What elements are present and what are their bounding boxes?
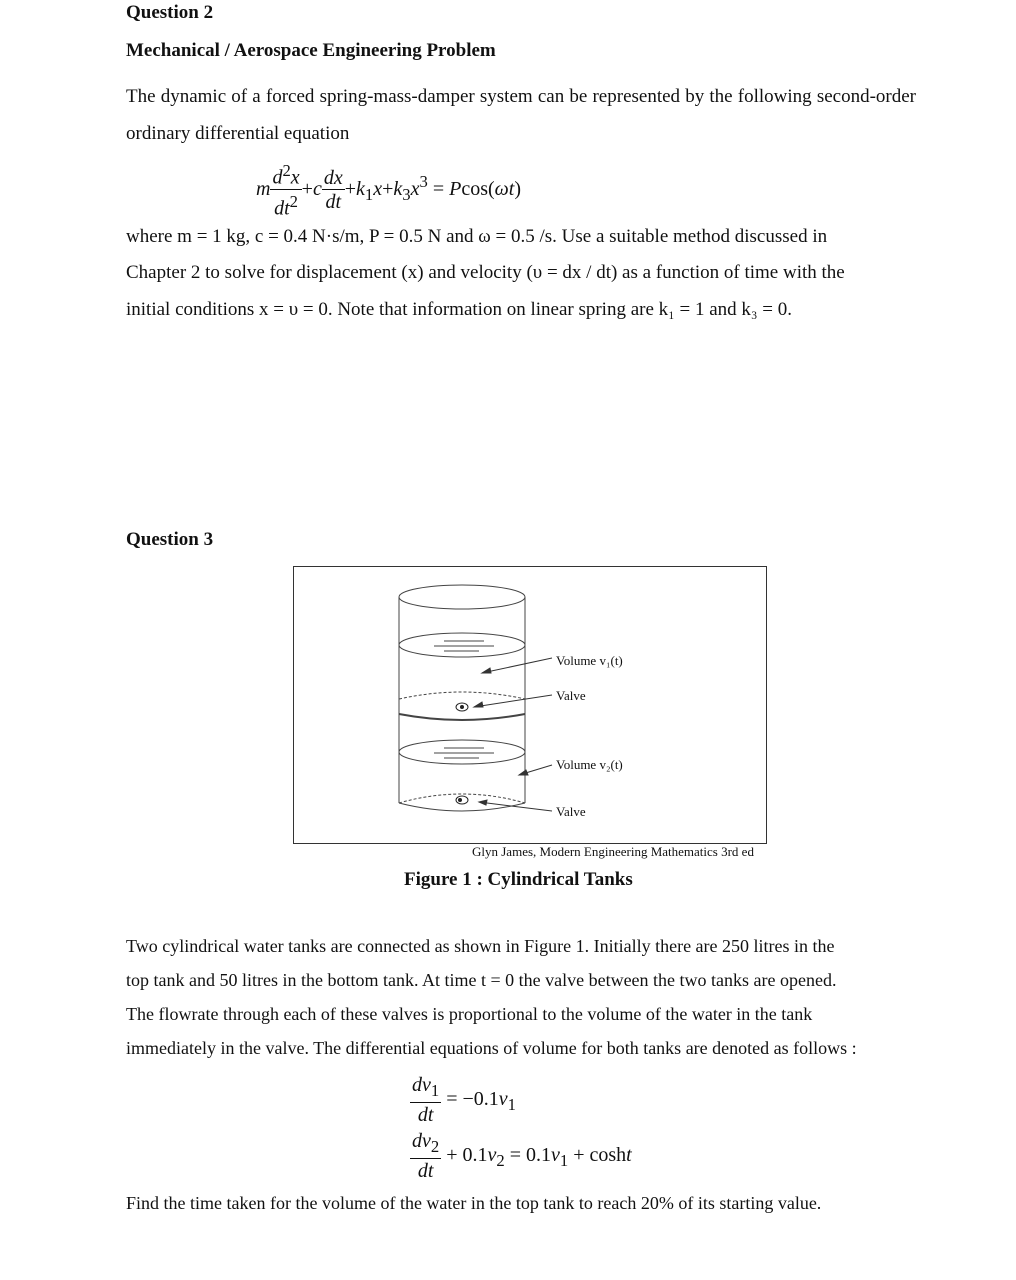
figure-label-volume-v1: Volume v₁(t) <box>556 653 623 668</box>
valve-icon <box>456 796 468 804</box>
figure-label-valve-top: Valve <box>556 688 586 703</box>
figure-1-frame <box>293 566 767 844</box>
figure-credit: Glyn James, Modern Engineering Mathematics 3rd ed <box>472 844 754 859</box>
figure-label-volume-v2: Volume v₂(t) <box>556 757 623 772</box>
question-2-heading: Question 2 <box>126 2 214 23</box>
cylindrical-tanks-diagram <box>294 567 766 843</box>
question-3-final: Find the time taken for the volume of the water in the top tank to reach 20% of its starting value. <box>126 1193 822 1213</box>
question-2-chapter-line: Chapter 2 to solve for displacement (x) and velocity (υ = dx / dt) as a function of time with the <box>126 262 845 283</box>
figure-label-valve-bottom: Valve <box>556 804 586 819</box>
tank-equation-1: $\frac{dv_1}{dt}$ = $-0.1v_1$ <box>412 1074 516 1126</box>
question-3-line-3: The flowrate through each of these valves is proportional to the volume of the water in the tank <box>126 1004 813 1024</box>
question-3-heading: Question 3 <box>126 529 214 550</box>
question-3-line-1: Two cylindrical water tanks are connected as shown in Figure 1. Initially there are 250 litres in the <box>126 936 835 956</box>
tank-equation-2: $\frac{dv_2}{dt}$ + $0.1v_2 = 0.1v_1 + \cosh t$ <box>412 1130 632 1182</box>
question-2-subheading: Mechanical / Aerospace Engineering Problem <box>126 40 496 61</box>
question-2-intro: The dynamic of a forced spring-mass-damper system can be represented by the following second-order ordinary differential equation <box>126 86 916 144</box>
ode-equation: m $\frac{d^2x}{dt^2}$ +c $\frac{dx}{dt}$ $+k_1x+k_3x^3 = Pcos(\omega t)$ <box>256 161 522 220</box>
question-3-line-2: top tank and 50 litres in the bottom tank. At time t = 0 the valve between the two tanks are opened. <box>126 970 837 990</box>
question-2-initial-line: initial conditions x = υ = 0. Note that information on linear spring are k₁ = 1 and k₃ = 0. <box>126 299 793 320</box>
question-2-where-line: where m = 1 kg, c = 0.4 N·s/m, P = 0.5 N and ω = 0.5 /s. Use a suitable method discussed in <box>126 226 828 247</box>
question-3-line-4: immediately in the valve. The differential equations of volume for both tanks are denoted as follows : <box>126 1038 857 1058</box>
figure-caption: Figure 1 : Cylindrical Tanks <box>404 869 633 890</box>
valve-icon <box>456 703 468 711</box>
